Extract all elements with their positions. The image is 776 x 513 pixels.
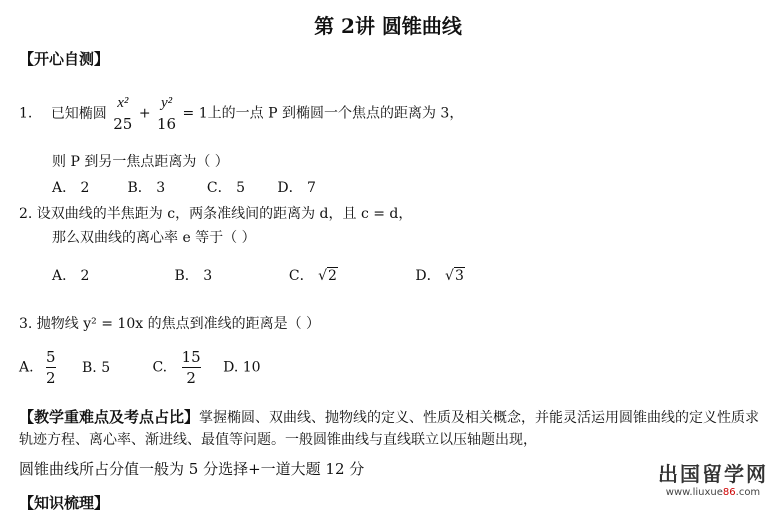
fraction-y	[157, 94, 176, 133]
question-2-line-2: 那么双曲线的离心率 e 等于（ ）	[52, 230, 256, 246]
fraction-denominator: 25	[113, 115, 133, 133]
key-points-score-line: 圆锥曲线所占分值一般为 5 分选择+一道大题 12 分	[19, 460, 365, 478]
key-points-paragraph	[19, 406, 759, 451]
question-1-options	[52, 177, 316, 197]
section-heading-knowledge: 【知识梳理】	[19, 494, 110, 512]
option-c-fraction	[182, 348, 201, 387]
option-c-letter: C.	[152, 359, 168, 376]
option-d: D. 10	[223, 359, 261, 376]
fraction-numerator: x²	[117, 95, 129, 111]
fraction-numerator: y²	[160, 95, 173, 111]
fraction-x	[113, 94, 132, 133]
question-text: 上的一点 P 到椭圆一个焦点的距离为 3，	[207, 105, 464, 122]
question-3-text: 3. 抛物线 y² = 10x 的焦点到准线的距离是（ ）	[19, 316, 321, 332]
option-a: A． 2	[52, 268, 90, 284]
site-watermark	[658, 458, 768, 498]
option-a-letter: A.	[19, 359, 34, 376]
sqrt-symbol: √3	[445, 268, 464, 284]
key-points-text: 掌握椭圆、双曲线、抛物线的定义、性质及相关概念，并能灵活运用圆锥曲线的定义性质求轨迹方程、离心率、渐进线、最值等问题。一般圆锥曲线与直线联立以压轴题出现，	[19, 410, 760, 448]
section-heading-key-points: 【教学重难点及考点占比】	[19, 408, 200, 426]
option-b: B． 3	[127, 180, 166, 196]
option-b: B． 3	[174, 268, 213, 284]
question-2-options	[52, 265, 465, 285]
fraction-numerator: 15	[181, 348, 201, 366]
plus-sign: +	[138, 105, 151, 122]
option-c: C． 5	[206, 180, 245, 196]
option-b: B. 5	[82, 359, 111, 376]
watermark-logo-text: 出国留学网	[658, 462, 768, 486]
sqrt-radicand: 3	[454, 268, 464, 284]
question-1-line-2: 则 P 到另一焦点距离为（ ）	[52, 154, 229, 170]
fraction-denominator: 2	[46, 369, 56, 387]
option-a-fraction	[46, 348, 56, 387]
question-1-line-1	[19, 94, 463, 133]
question-text: 已知椭圆	[50, 105, 107, 122]
sqrt-radicand: 2	[328, 268, 337, 284]
watermark-url: www.liuxue86.com	[665, 487, 761, 498]
option-d	[415, 268, 465, 284]
sqrt-symbol: √2	[318, 268, 337, 284]
option-d: D． 7	[277, 180, 316, 196]
fraction-numerator: 5	[46, 348, 56, 366]
fraction-denominator: 16	[157, 115, 177, 133]
section-heading-selftest: 【开心自测】	[19, 50, 110, 68]
option-letter: C．	[288, 268, 314, 284]
page-title: 第 2讲 圆锥曲线	[314, 14, 462, 38]
question-number: 1.	[19, 105, 33, 122]
option-c	[289, 265, 411, 285]
fraction-denominator: 2	[186, 369, 196, 387]
option-letter: D．	[415, 268, 441, 284]
question-2-line-1: 2. 设双曲线的半焦距为 c，两条准线间的距离为 d，且 c = d，	[19, 206, 413, 222]
equals-one: = 1	[182, 105, 208, 122]
option-a: A． 2	[52, 180, 90, 196]
question-3-options	[19, 348, 261, 387]
